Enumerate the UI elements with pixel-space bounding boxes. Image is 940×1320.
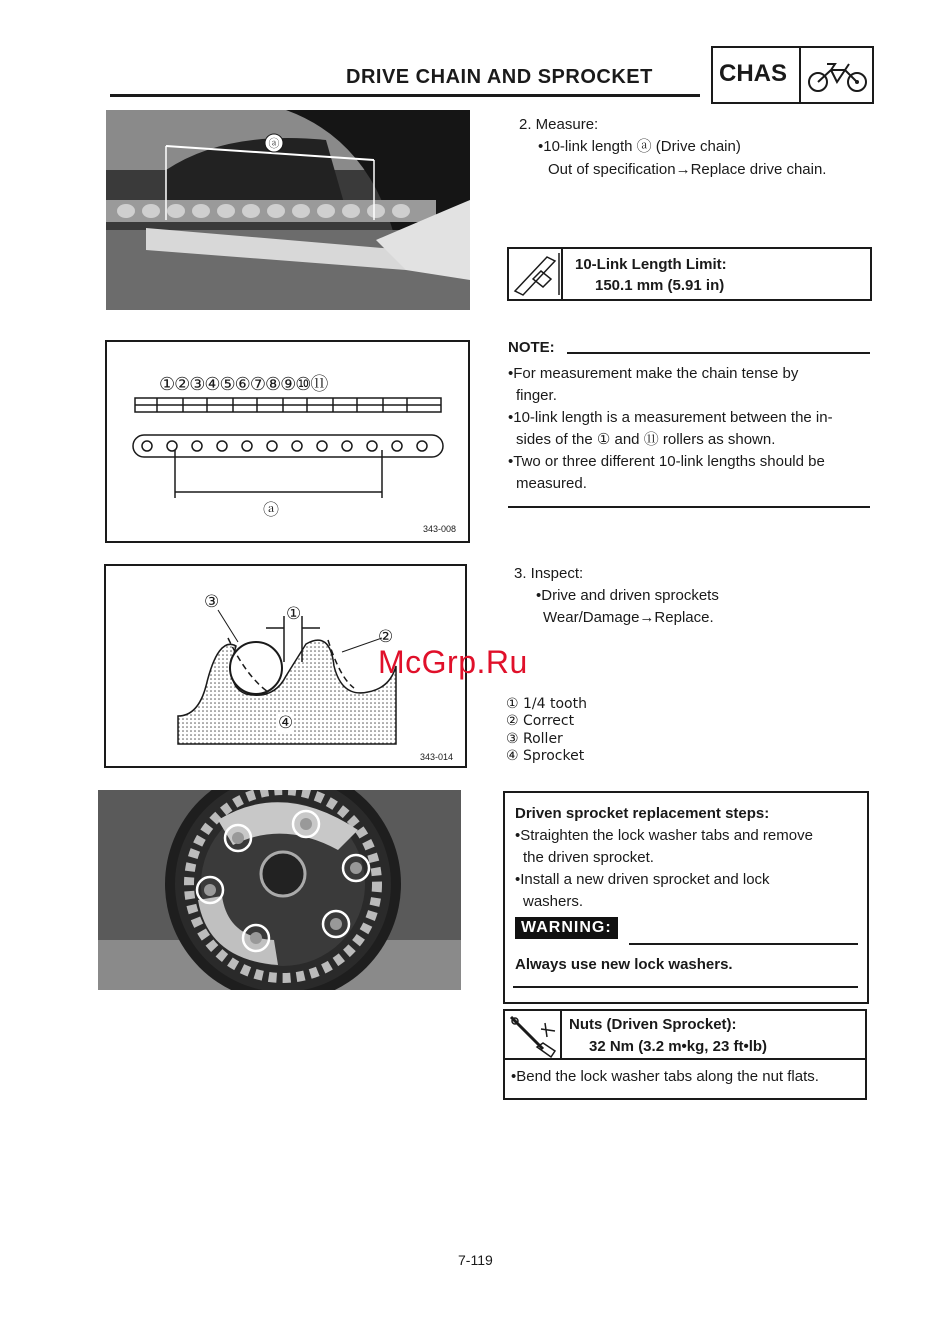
page-number: 7-119	[458, 1252, 493, 1268]
mark-sprocket: ④	[278, 713, 294, 733]
note-line-1: •For measurement make the chain tense by	[508, 365, 799, 382]
limit-value: 150.1 mm (5.91 in)	[595, 277, 725, 294]
roller-numbers: ①②③④⑤⑥⑦⑧⑨⑩⑪	[159, 374, 328, 395]
note-end-rule	[508, 506, 870, 508]
sprocket-figure-code: 343-014	[420, 752, 454, 762]
legend-2: ② Correct	[506, 713, 575, 729]
inspect-step: 3. Inspect:	[514, 565, 584, 582]
page-title: DRIVE CHAIN AND SPROCKET	[346, 66, 653, 88]
chas-section-badge	[711, 46, 874, 104]
steps-line-2: the driven sprocket.	[523, 849, 654, 866]
steps-line-1: •Straighten the lock washer tabs and remove	[515, 827, 813, 844]
chain-label-a: ⓐ	[263, 502, 280, 519]
torque-value: 32 Nm (3.2 m•kg, 23 ft•lb)	[589, 1038, 768, 1055]
inspect-spec: Wear/Damage→Replace.	[543, 609, 714, 626]
steps-line-4: washers.	[523, 893, 584, 910]
note-line-4: sides of the ① and ⑪ rollers as shown.	[516, 431, 776, 448]
legend-4: ④ Sprocket	[506, 748, 585, 764]
note-line-2: finger.	[516, 387, 557, 404]
mark-roller: ③	[204, 592, 220, 612]
caliper-icon	[511, 251, 563, 297]
chain-measurement-photo	[106, 110, 470, 310]
torque-wrench-icon	[507, 1013, 561, 1059]
note-label: NOTE:	[508, 339, 555, 356]
bend-instruction: •Bend the lock washer tabs along the nut flats.	[511, 1068, 819, 1085]
warning-text: Always use new lock washers.	[515, 956, 733, 973]
measure-spec: Out of specification→Replace drive chain.	[548, 161, 827, 178]
measure-item: •10-link length ⓐ (Drive chain)	[538, 138, 741, 155]
chas-label: CHAS	[719, 60, 788, 87]
mark-correct: ②	[378, 627, 394, 647]
watermark: McGrp.Ru	[378, 644, 528, 680]
replacement-steps-box	[503, 791, 869, 1004]
motorcycle-icon	[805, 58, 871, 94]
measure-step: 2. Measure:	[519, 116, 599, 133]
chain-figure-code: 343-008	[423, 524, 457, 534]
note-rule	[567, 352, 870, 354]
header-rule	[110, 94, 700, 97]
limit-spec-box	[507, 247, 872, 301]
warning-rule	[629, 943, 858, 945]
limit-label: 10-Link Length Limit:	[575, 256, 727, 273]
driven-sprocket-photo	[98, 790, 461, 990]
inspect-item: •Drive and driven sprockets	[536, 587, 719, 604]
warning-label: WARNING:	[515, 917, 618, 939]
note-line-3: •10-link length is a measurement between the in-	[508, 409, 833, 426]
photo-label-a: ⓐ	[268, 138, 280, 150]
warning-end-rule	[513, 986, 858, 988]
torque-label: Nuts (Driven Sprocket):	[569, 1016, 737, 1033]
torque-spec-box	[503, 1009, 867, 1100]
note-line-6: measured.	[516, 475, 587, 492]
chain-diagram	[105, 340, 470, 543]
steps-title: Driven sprocket replacement steps:	[515, 805, 770, 822]
mark-quarter-tooth: ①	[286, 604, 302, 624]
steps-line-3: •Install a new driven sprocket and lock	[515, 871, 770, 888]
note-line-5: •Two or three different 10-link lengths should be	[508, 453, 825, 470]
legend-1: ① 1/4 tooth	[506, 696, 587, 712]
legend-3: ③ Roller	[506, 731, 563, 747]
chas-divider	[799, 48, 801, 102]
